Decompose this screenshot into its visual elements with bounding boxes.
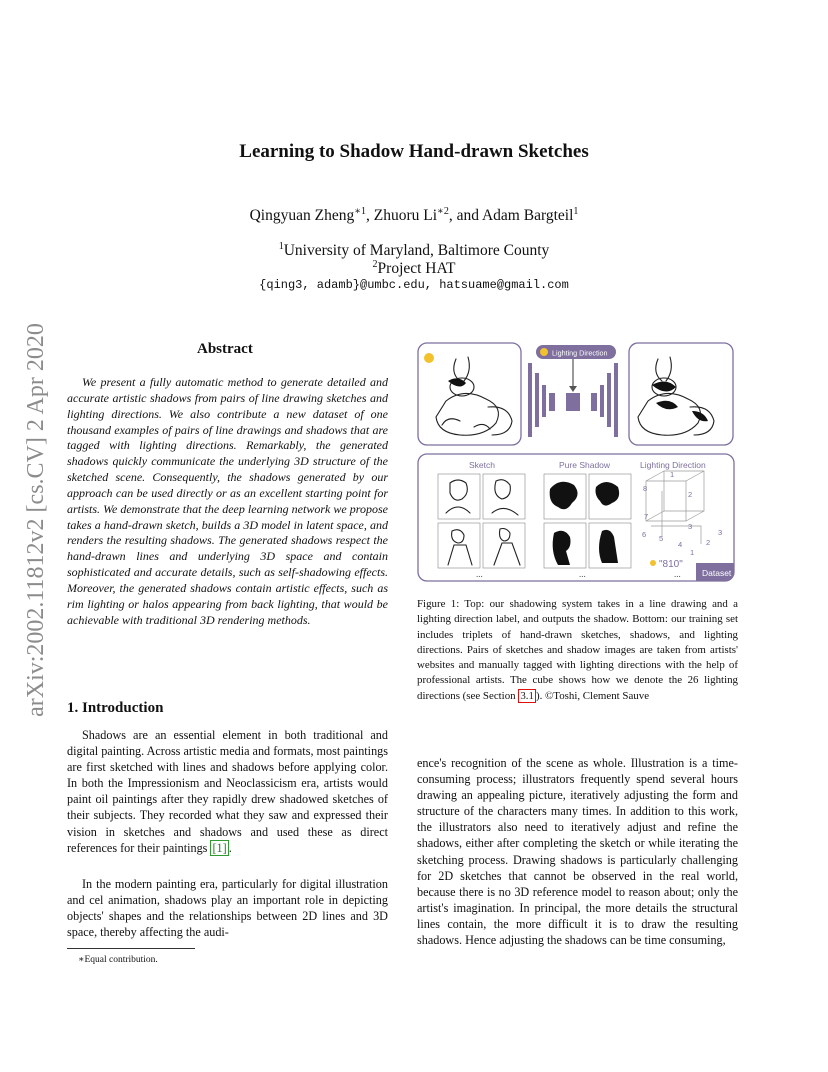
column-label-shadow: Pure Shadow	[559, 460, 611, 470]
section-heading-introduction: 1. Introduction	[67, 700, 164, 716]
caption-text: Figure 1: Top: our shadowing system takes in a line drawing and a lighting direction label, and outputs the shadow. Bottom: our training set includes triplets of hand-drawn sketches, shadows, and lighting directions. Pairs of sketches and shadow images are taken from artists' websites and manually tagged with lighting directions with the help of professional artists. The cube shows how we denote the 26 lighting directions (see Section	[417, 598, 738, 702]
svg-text:5: 5	[659, 534, 664, 543]
author-name: and Adam Bargteil	[456, 207, 574, 225]
affiliation-sup: 1	[278, 241, 284, 252]
cube-code-label: "810"	[659, 559, 683, 570]
column-label-lighting: Lighting Direction	[640, 460, 706, 470]
svg-text:1: 1	[670, 470, 675, 479]
author-line: Qingyuan Zheng$^{∗1}$, Zhuoru $Li^{∗2}$, and Adam Bargteil$^1$	[249, 206, 579, 225]
column-label-sketch: Sketch	[469, 460, 495, 470]
figure-1	[416, 341, 738, 584]
dataset-badge-label: Dataset	[702, 568, 732, 578]
intro-paragraph-1	[67, 727, 388, 856]
svg-text:1: 1	[690, 548, 695, 557]
ellipsis: ...	[476, 569, 483, 579]
affiliation-sup: 2	[372, 259, 378, 270]
intro-p1-end: .	[228, 840, 232, 855]
figure-caption	[417, 597, 738, 704]
intro-p1-text: Shadows are an essential element in both traditional and digital painting. Across artistic media and formats, most paintings are first sketched with lines and shadows before applying color. In both the Impressionism and Neoclassicism era, artists would paint oil paintings after they rapidly drew shadowed sketches of their subjects. They recorded what they saw and expressed their vision in sketches and shadows and used these as direct references for their paintings	[67, 728, 388, 855]
svg-text:7: 7	[644, 512, 649, 521]
footnote: ∗Equal contribution.	[78, 955, 158, 965]
ellipsis: ...	[674, 569, 681, 579]
author-emails: {qing3, adamb}@umbc.edu, hatsuame@gmail.com	[259, 278, 569, 292]
author-name: Qingyuan Zheng	[249, 207, 355, 225]
intro-column-2-text: ence's recognition of the scene as whole. Illustration is a time-consuming process; illustrators frequently spend several hours drawing an appealing picture, iteratively adjusting the form and structure of the characters many times. In addition to this work, the illustrators also need to iteratively adjust and refine the shadows, either after completing the sketch or while iterating the sketching process. Drawing shadows is particularly challenging for 2D sketches that cannot be observed in the real world, because there is no 3D reference model to reason about; only the artist's imagination. In principal, the more details the structural lines contain, the more difficult it is to draw the resulting shadows. Hence adjusting the shadows can be time consuming,	[417, 756, 738, 948]
sketch-thumbnail	[438, 474, 480, 519]
svg-text:3: 3	[718, 528, 723, 537]
affiliation-text: University of Maryland, Baltimore County	[283, 242, 550, 260]
abstract-heading: Abstract	[197, 341, 253, 357]
arrow-head-icon	[569, 386, 577, 392]
author-sup: ∗2	[437, 206, 449, 217]
svg-text:6: 6	[642, 530, 647, 539]
paper-title: Learning to Shadow Hand-drawn Sketches	[239, 141, 589, 162]
citation-link[interactable]: [1]	[212, 840, 227, 855]
latent-block	[566, 393, 580, 411]
intro-paragraph-2: In the modern painting era, particularly for digital illustration and cel animation, shadows play an important role in depicting objects' shapes and the relationships between 2D lines and 3D space, thereby affecting the audi-	[67, 877, 388, 940]
svg-text:8: 8	[643, 484, 648, 493]
affiliation-2	[0, 259, 828, 278]
svg-text:2: 2	[706, 538, 711, 547]
caption-credit: ). ©Toshi, Clement Sauve	[535, 689, 650, 702]
affiliation-text: Project HAT	[377, 260, 456, 278]
section-reference-link[interactable]: 3.1	[520, 689, 534, 702]
svg-text:3: 3	[688, 522, 693, 531]
footnote-divider	[67, 948, 195, 949]
arxiv-identifier: arXiv:2002.11812v2 [cs.CV] 2 Apr 2020	[23, 323, 49, 717]
sun-icon	[424, 353, 434, 363]
svg-text:2: 2	[688, 490, 693, 499]
ellipsis: ...	[579, 569, 586, 579]
sun-icon	[540, 348, 548, 356]
affiliation-1	[0, 241, 828, 260]
svg-text:4: 4	[678, 540, 683, 549]
author-sup: ∗1	[354, 206, 366, 217]
author-name: Zhuoru Li	[373, 207, 438, 225]
abstract-text: We present a fully automatic method to generate detailed and accurate artistic shadows from pairs of line drawing sketches and lighting directions. We also contribute a new dataset of one thousand examples of pairs of line drawings and shadows that are tagged with lighting directions. Remarkably, the generated shadows quickly communicate the underlying 3D structure of the sketched scene. Consequently, the shadows generated by our approach can be used directly or as an excellent starting point for artists. We demonstrate that the deep learning network we propose takes a hand-drawn sketch, builds a 3D model in latent space, and renders the resulting shadows. The generated shadows respect the hand-drawn lines and underlying 3D space and contain sophisticated and accurate details, such as self-shadowing effects. Moreover, the generated shadows contain artistic effects, such as rim lighting or halos appearing from back lighting, that would be achievable with traditional 3D rendering methods.	[67, 375, 388, 627]
sun-icon	[650, 560, 656, 566]
author-sup: 1	[573, 206, 579, 217]
lighting-direction-label: Lighting Direction	[552, 348, 608, 358]
